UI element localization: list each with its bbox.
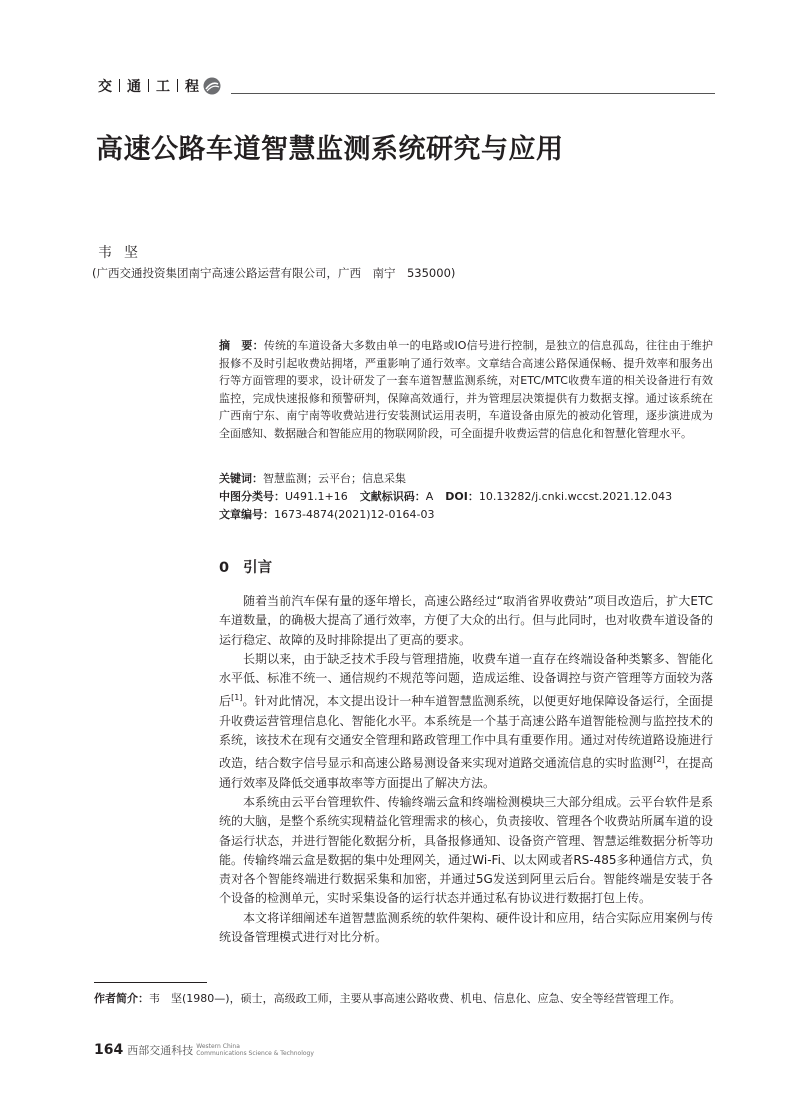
header-divider — [119, 79, 120, 92]
doc-code-value: A — [425, 490, 434, 503]
abstract-label: 摘 要： — [219, 339, 264, 352]
footnote-label: 作者简介： — [94, 992, 149, 1005]
body-text — [219, 592, 713, 947]
page-footer — [94, 1039, 314, 1058]
keywords-label: 关键词： — [219, 472, 263, 485]
doi-value: 10.13282/j.cnki.wccst.2021.12.043 — [478, 490, 673, 503]
journal-name: 西部交通科技 — [127, 1044, 194, 1057]
footnote-rule — [94, 982, 207, 983]
header-rule — [231, 93, 715, 94]
article-id-line — [219, 506, 713, 524]
journal-name-en-line: Western China — [196, 1043, 240, 1050]
paragraph: 本系统由云平台管理软件、传输终端云盒和终端检测模块三大部分组成。云平台软件是系统的大脑，是整个系统实现精益化管理需求的核心，负责接收、管理各个收费站所属车道的设备运行状态，并进行智能化数据分析，具备报修通知、设备资产管理、智慧运维数据分析等功能。传输终端云盒是数据的集中处理网关，通过Wi-Fi、以太网或者RS-485多种通信方式，负责对各个智能终端进行数据采集和加密，并通过5G发送到阿里云后台。智能终端是安装于各个设备的检测单元，实时采集设备的运行状态并通过私有协议进行数据打包上传。 — [219, 794, 713, 906]
section-char: 交 — [98, 79, 112, 95]
journal-name-en-line: Communications Science & Technology — [196, 1050, 314, 1057]
journal-logo-icon — [203, 77, 221, 95]
paragraph: 本文将详细阐述车道智慧监测系统的软件架构、硬件设计和应用，结合实际应用案例与传统设备管理模式进行对比分析。 — [219, 910, 713, 945]
section-char: 工 — [156, 79, 170, 95]
keywords-text: 智慧监测；云平台；信息采集 — [263, 472, 406, 485]
clc-label: 中图分类号： — [219, 490, 285, 503]
page-number: 164 — [94, 1042, 124, 1058]
citation-ref: [2] — [653, 755, 665, 765]
section-header — [98, 76, 199, 96]
header-divider — [177, 79, 178, 92]
paper-title: 高速公路车道智慧监测系统研究与应用 — [96, 134, 564, 165]
section-char: 程 — [185, 79, 199, 95]
classification-line — [219, 488, 713, 506]
author-footnote — [94, 990, 681, 1006]
journal-name-en — [196, 1043, 314, 1057]
article-id-value: 1673-4874(2021)12-0164-03 — [274, 508, 435, 521]
paragraph: 随着当前汽车保有量的逐年增长，高速公路经过“取消省界收费站”项目改造后，扩大ETC车道数量，的确极大提高了通行效率，方便了大众的出行。但与此同时，也对收费车道设备的运行稳定、故障的及时排除提出了更高的要求。 — [219, 594, 713, 647]
section-heading — [219, 556, 272, 577]
doi-label: DOI： — [445, 490, 479, 503]
paragraph-text: 长期以来，由于缺乏技术手段与管理措施，收费车道一直存在终端设备种类繁多、智能化水平低、标准不统一、通信规约不规范等问题，造成运维、设备调控与资产管理等方面较为落后 — [219, 651, 713, 709]
section-title: 引言 — [243, 560, 273, 576]
citation-ref: [1] — [231, 693, 243, 703]
keywords — [219, 470, 713, 488]
author-name: 韦坚 — [98, 245, 150, 261]
author-affiliation: (广西交通投资集团南宁高速公路运营有限公司，广西 南宁 535000) — [92, 266, 456, 280]
doc-code-label: 文献标识码： — [359, 490, 426, 503]
article-id-label: 文章编号： — [219, 508, 274, 521]
clc-value: U491.1+16 — [285, 490, 348, 503]
paragraph-text: 。针对此情况，本文提出设计一种车道智慧监测系统，以便更好地保障设备运行，全面提升收费运营管理信息化、智能化水平。本系统是一个基于高速公路车道智能检测与监控技术的系统，该技术在现有交通安全管理和路政管理工作中具有重要作用。通过对传统道路设施进行改造，结合数字信号显示和高速公路易测设备来实现对道路交通流信息的实时监测 — [219, 694, 713, 771]
footnote-text: 韦 坚(1980—)，硕士，高级政工师，主要从事高速公路收费、机电、信息化、应急、安全等经营管理工作。 — [149, 992, 681, 1005]
section-char: 通 — [127, 79, 141, 95]
header-divider — [148, 79, 149, 92]
paragraph — [219, 650, 713, 793]
abstract-text: 传统的车道设备大多数由单一的电路或IO信号进行控制，是独立的信息孤岛，往往由于维护报修不及时引起收费站拥堵，严重影响了通行效率。文章结合高速公路保通保畅、提升效率和服务出行等方面管理的要求，设计研发了一套车道智慧监测系统，对ETC/MTC收费车道的相关设备进行有效监控，完成快速报修和预警研判，保障高效通行，并为管理层决策提供有力数据支撑。通过该系统在广西南宁东、南宁南等收费站进行安装测试运用表明，车道设备由原先的被动化管理，逐步演进成为全面感知、数据融合和智能应用的物联网阶段，可全面提升收费运营的信息化和智慧化管理水平。 — [219, 339, 714, 440]
abstract — [219, 337, 713, 443]
paragraph-text: ，在提高通行效率及降低交通事故率等方面提出了解决方法。 — [219, 756, 713, 790]
section-number: 0 — [219, 560, 230, 576]
